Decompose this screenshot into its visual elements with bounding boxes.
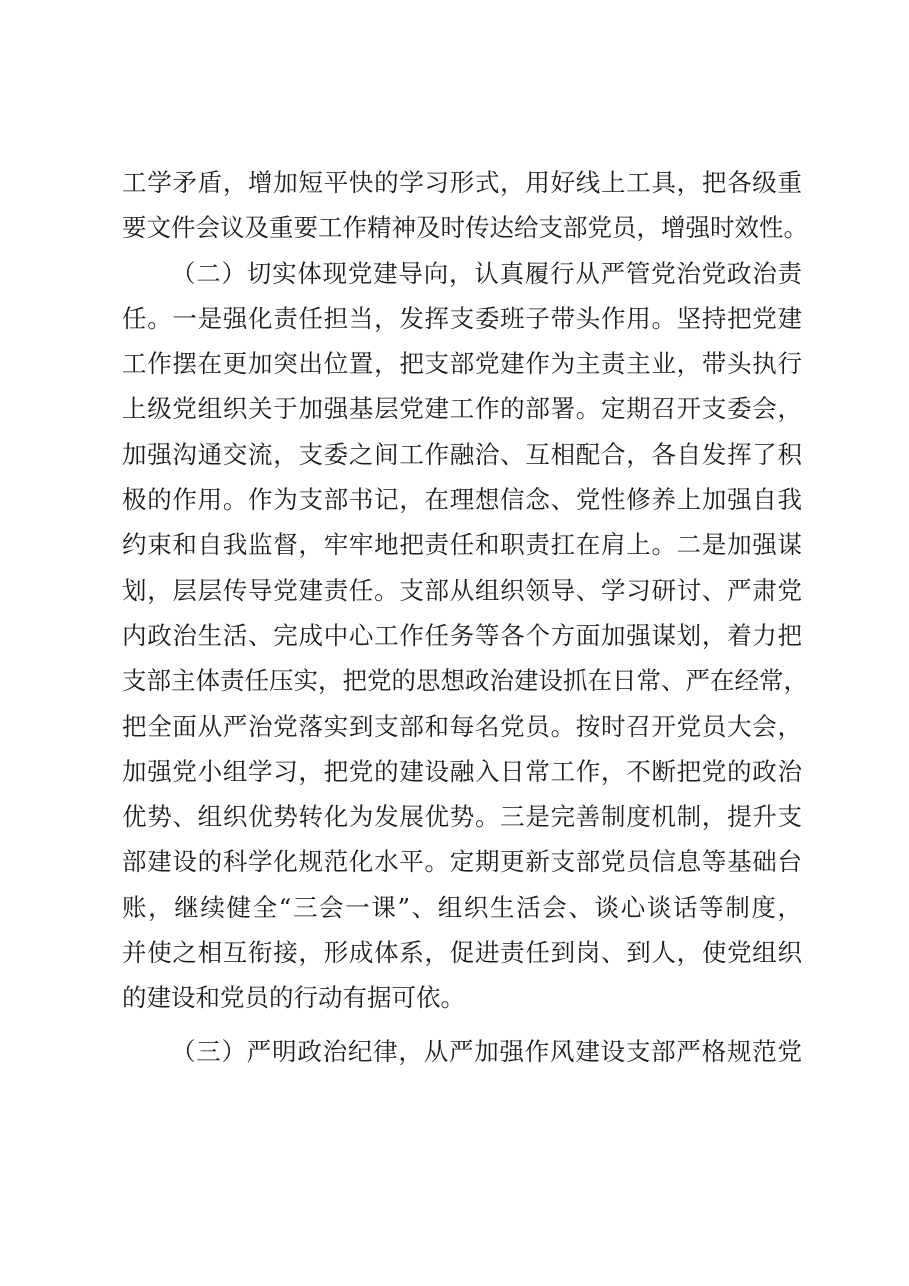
paragraph-1 (122, 160, 808, 251)
paragraph-2 (122, 251, 808, 1021)
document-body (122, 160, 808, 1074)
text-line: 支部主体责任压实，把党的思想政治建设抓在日常、严在经常， (122, 666, 808, 696)
text-line: 约束和自我监督，牢牢地把责任和职责扛在肩上。二是加强谋 (122, 530, 802, 560)
text-line: 并使之相互衔接，形成体系，促进责任到岗、到人，使党组织 (122, 938, 802, 968)
text-line: 加强党小组学习，把党的建设融入日常工作，不断把党的政治 (122, 756, 802, 786)
paragraph-3 (122, 1029, 802, 1074)
text-line: 工学矛盾，增加短平快的学习形式，用好线上工具，把各级重 (122, 168, 802, 197)
section-heading-line: （二）切实体现党建导向，认真履行从严管党治党政治责 (171, 258, 802, 288)
text-line: 账，继续健全“三会一课”、组织生活会、谈心谈话等制度， (122, 892, 802, 922)
text-line: 的建设和党员的行动有据可依。 (122, 983, 465, 1013)
text-line: 优势、组织优势转化为发展优势。三是完善制度机制，提升支 (122, 802, 802, 832)
text-line: 工作摆在更加突出位置，把支部党建作为主责主业，带头执行 (122, 349, 802, 379)
text-line: 划，层层传导党建责任。支部从组织领导、学习研讨、严肃党 (122, 575, 802, 605)
text-line: 加强沟通交流，支委之间工作融洽、互相配合，各自发挥了积 (122, 439, 802, 469)
paragraph-spacer (122, 1021, 802, 1029)
text-line: 部建设的科学化规范化水平。定期更新支部党员信息等基础台 (122, 847, 802, 877)
text-line: 要文件会议及重要工作精神及时传达给支部党员，增强时效性。 (122, 213, 808, 243)
text-line: 上级党组织关于加强基层党建工作的部署。定期召开支委会， (122, 394, 802, 424)
section-heading-line: （三）严明政治纪律，从严加强作风建设支部严格规范党 (171, 1036, 802, 1066)
text-line: 任。一是强化责任担当，发挥支委班子带头作用。坚持把党建 (122, 303, 802, 333)
text-line: 极的作用。作为支部书记，在理想信念、党性修养上加强自我 (122, 485, 802, 515)
text-line: 把全面从严治党落实到支部和每名党员。按时召开党员大会， (122, 711, 802, 741)
text-line: 内政治生活、完成中心工作任务等各个方面加强谋划，着力把 (122, 620, 802, 650)
